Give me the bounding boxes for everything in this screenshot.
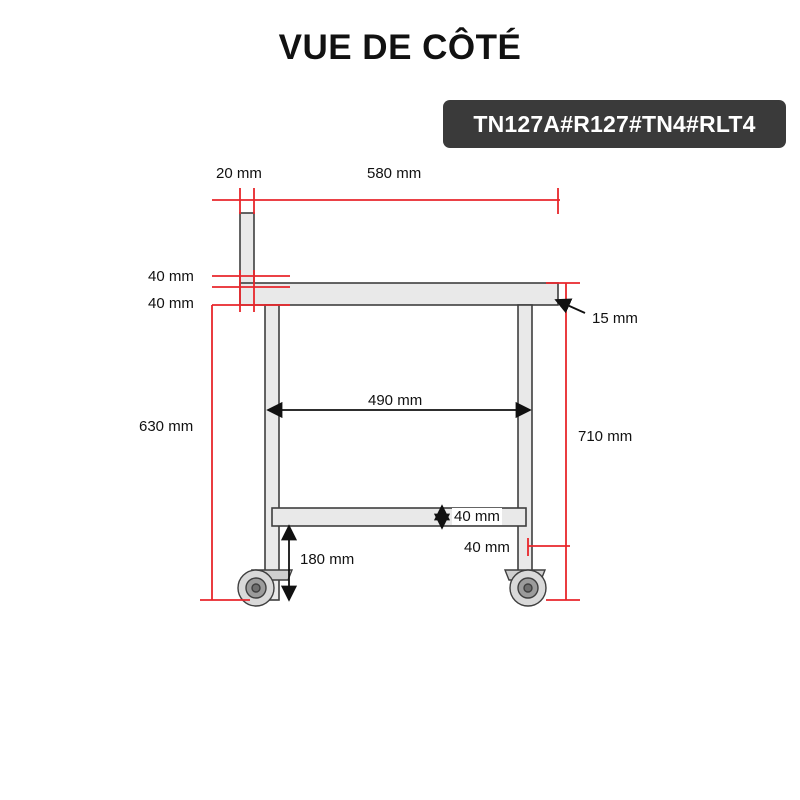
page-title: VUE DE CÔTÉ	[278, 28, 522, 67]
dim-shelf-thickness: 40 mm	[454, 508, 500, 525]
dim-overhang-top-left: 20 mm	[216, 165, 262, 182]
dim-shelf-span: 490 mm	[368, 392, 423, 409]
dim-caster-offset: 40 mm	[464, 539, 510, 556]
backsplash	[240, 213, 254, 285]
dim-shelf-clearance: 180 mm	[300, 551, 355, 568]
dim-top-width: 580 mm	[367, 165, 422, 182]
leg-right	[518, 305, 532, 600]
dim-leg-height-left: 630 mm	[139, 418, 194, 435]
caster-right	[505, 570, 546, 606]
dim-backsplash-height: 40 mm	[148, 268, 194, 285]
leg-left	[265, 305, 279, 600]
dim-total-height-right: 710 mm	[578, 428, 633, 445]
dim-top-thickness: 40 mm	[148, 295, 194, 312]
dim-leg-thickness: 15 mm	[592, 310, 638, 327]
product-code-text: TN127A#R127#TN4#RLT4	[473, 110, 756, 137]
